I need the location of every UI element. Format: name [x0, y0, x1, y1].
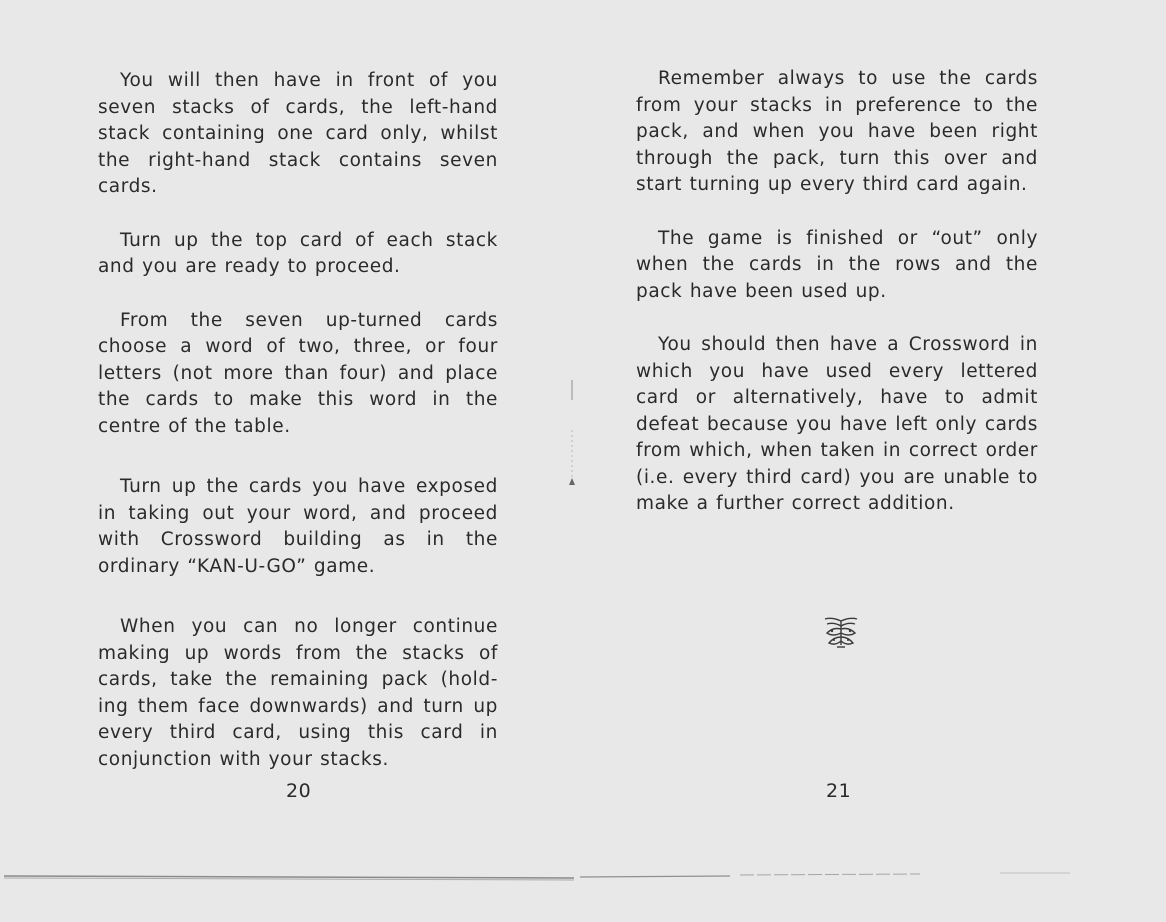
paragraph: From the seven up-turned cards choose a word of two, three, or four letters (not more than four) and place the cards to make this word in the centre of the table.	[98, 309, 498, 437]
gutter-binding-mark	[566, 380, 578, 510]
paragraph: Turn up the cards you have exposed in taking out your word, and proceed with Crossword building as in the ordinary “KAN-U-GO” game.	[98, 476, 498, 577]
page-bottom-edge-left	[4, 873, 574, 881]
paragraph: You should then have a Crossword in which you have used every lettered card or alternatively, have to admit defeat because you have left only cards from which, when taken in correct order (i.e. every third card) you are unable to make a further correct addition.	[636, 334, 1038, 514]
leaf-ornament-icon	[823, 615, 859, 649]
page-bottom-edge-right	[580, 870, 1120, 880]
paragraph: Remember always to use the cards from your stacks in preference to the pack, and when you have been right through the pack, turn this over and start turning up every third card again.	[636, 68, 1038, 195]
page-number-left: 20	[286, 780, 312, 802]
paragraph: You will then have in front of you seven stacks of cards, the left-hand stack containing one card only, whilst the right-hand stack contains seven cards.	[98, 70, 498, 197]
paragraph: The game is finished or “out” only when the cards in the rows and the pack have been used up.	[636, 227, 1038, 302]
paragraph: When you can no longer continue making up words from the stacks of cards, take the remaining pack (hold-ing them face downwards) and turn up every third card, using this card in conjunction with your stacks.	[98, 616, 498, 770]
page-number-right: 21	[826, 780, 852, 802]
right-page	[636, 66, 1038, 518]
paragraph: Turn up the top card of each stack and you are ready to proceed.	[98, 229, 498, 277]
left-page	[98, 68, 498, 773]
